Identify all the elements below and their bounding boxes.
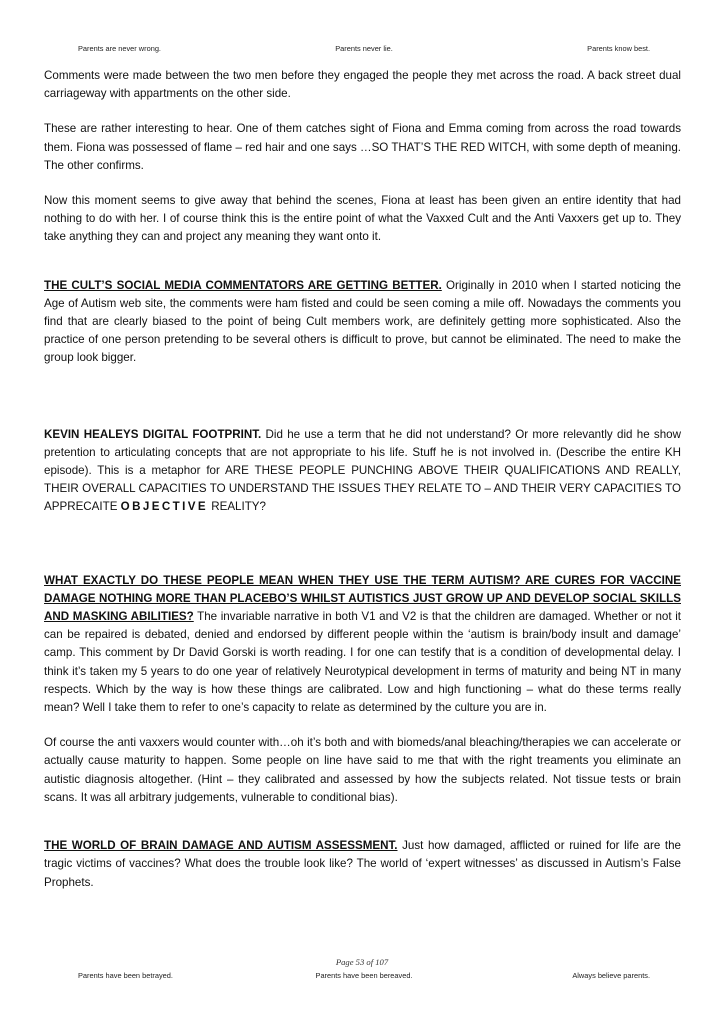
page-number: Page 53 of 107 [335, 957, 389, 967]
section-text: Did he use a term that he did not understand? Or more relevantly did he show pretention to articulating concepts that are not appropriate to his life. Stuff he is not involved in. (Describe the entire KH episode). This is a metaphor for ARE THESE PEOPLE PUNCHING ABOVE THEIR QUALIFICATIONS AND REALLY, THEIR OVERALL CAPACITIES TO UNDERSTAND THE ISSUES THEY RELATE TO – AND THEIR VERY CAPACITIES TO APPRECAITE [44, 427, 681, 514]
section-brain-damage [44, 837, 681, 892]
section-text: The invariable narrative in both V1 and V2 is that the children are damaged. Whether or not it can be repaired is debated, denied and endorsed by different people within the ‘autism is brain/body insult and damage’ camp. This comment by Dr David Gorski is worth reading. I for one can testify that is a condition of developmental delay. I think it’s taken my 5 years to do one year of relatively Neurotypical development in terms of maturity and being NT in many respects. Which by the way is how these things are calibrated. Low and high functioning – what do these terms really mean? Well I take them to refer to one’s capacity to relate as determined by the culture you are in. [44, 610, 681, 715]
section-term-autism [44, 572, 681, 718]
emphasized-word: OBJECTIVE [120, 500, 208, 514]
header-right-text: Parents know best. [587, 44, 651, 53]
footer-left-text: Parents have been betrayed. [78, 971, 173, 980]
document-body [44, 67, 681, 892]
paragraph-3: Now this moment seems to give away that behind the scenes, Fiona at least has been given an entire identity that had nothing to do with her. I of course think this is the entire point of what the Vaxxed Cult and the Anti Vaxxers get up to. They take anything they can and project any meaning they want onto it. [44, 194, 681, 244]
section-heading: THE CULT’S SOCIAL MEDIA COMMENTATORS ARE GETTING BETTER. [44, 278, 442, 292]
paragraph-1: Comments were made between the two men before they engaged the people they met across the road. A back street dual carriageway with appartments on the other side. [44, 69, 681, 101]
page-footer [70, 971, 654, 980]
section-text: Originally in 2010 when I started noticing the Age of Autism web site, the comments were ham fisted and could be seen coming a mile off. Nowadays the comments you find that are clearly biased to the point of being Cult members work, are definitely getting more sophisticated. Also the practice of one person pretending to be several others is difficult to prove, but cannot be eliminated. The need to make the group look bigger. [44, 278, 681, 365]
page-header [70, 44, 654, 53]
section-text: Just how damaged, afflicted or ruined for life are the tragic victims of vaccines? What does the trouble look like? The world of ‘expert witnesses’ as discussed in Autism’s False Prophets. [44, 839, 681, 889]
header-center-text: Parents never lie. [335, 44, 393, 53]
footer-right-text: Always believe parents. [572, 971, 651, 980]
section-heading: WHAT EXACTLY DO THESE PEOPLE MEAN WHEN THEY USE THE TERM AUTISM? ARE CURES FOR VACCINE DAMAGE NOTHING MORE THAN PLACEBO’S WHILST AUTISTICS JUST GROW UP AND DEVELOP SOCIAL SKILLS AND MASKING ABILITIES? [44, 573, 681, 624]
section-social-media [44, 277, 681, 368]
section-heading: THE WORLD OF BRAIN DAMAGE AND AUTISM ASSESSMENT. [44, 839, 398, 853]
section-digital-footprint [44, 426, 681, 517]
header-left-text: Parents are never wrong. [78, 44, 161, 53]
section-heading: KEVIN HEALEYS DIGITAL FOOTPRINT. [44, 427, 262, 441]
footer-center-text: Parents have been bereaved. [315, 971, 413, 980]
paragraph-2: These are rather interesting to hear. One of them catches sight of Fiona and Emma coming from across the road towards them. Fiona was possessed of flame – red hair and one says …SO THAT’S THE RED WITCH, with some depth of meaning. The other confirms. [44, 122, 681, 172]
section-text-tail: REALITY? [208, 500, 266, 514]
paragraph-7: Of course the anti vaxxers would counter with…oh it’s both and with biomeds/anal bleaching/therapies we can accelerate or actually cause maturity to happen. Some people on line have said to me that with the right treaments you eliminate an autistic diagnosis altogether. (Hint – they calibrated and assessed by how the subjects related. Not tissue tests or brain scans. It was all arbitrary judgements, vulnerable to conditional bias). [44, 736, 681, 804]
